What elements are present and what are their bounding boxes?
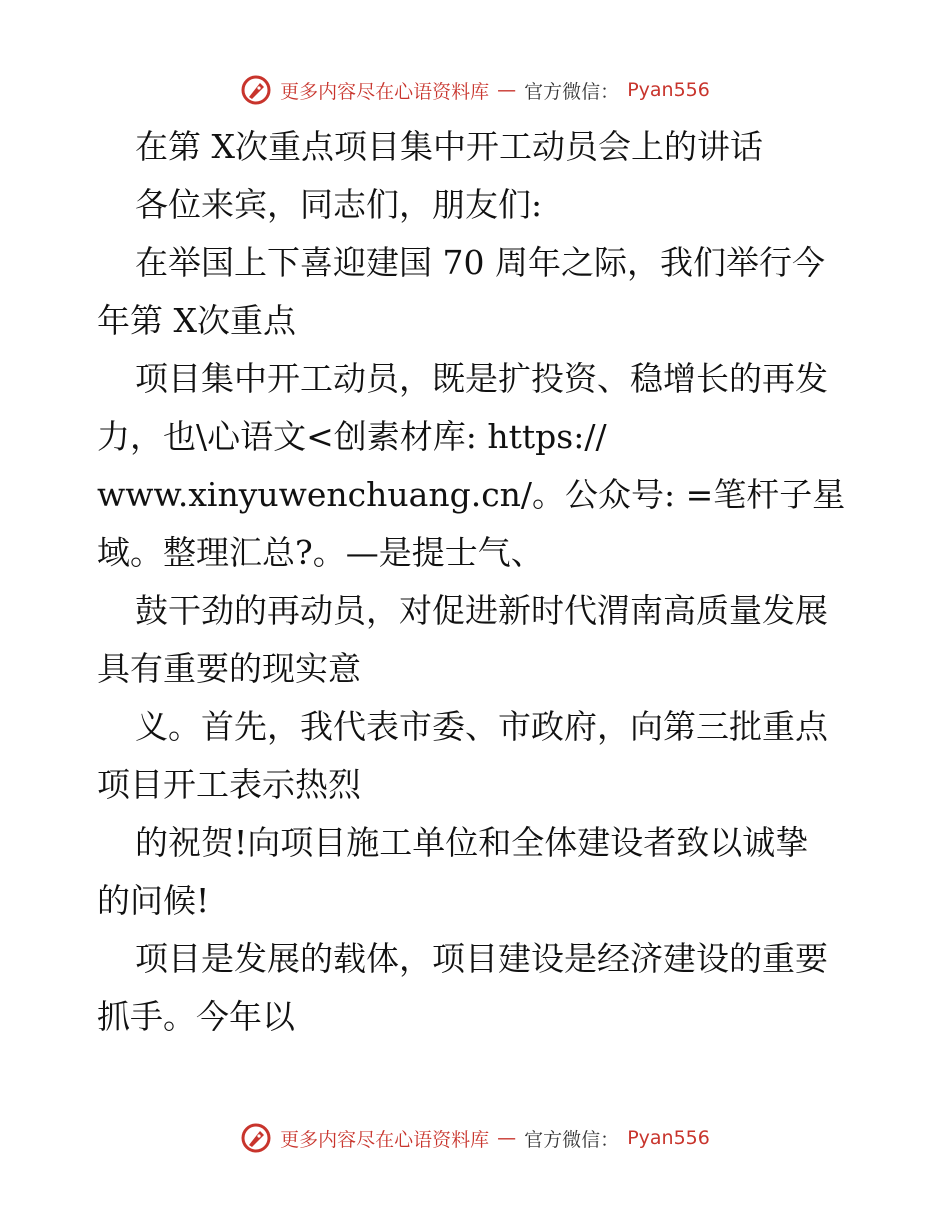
paragraph-line: 项目集中开工动员，既是扩投资、稳增长的再发 <box>135 359 828 398</box>
paragraph-line: 的问候! <box>97 881 210 920</box>
document-title: 在第 X次重点项目集中开工动员会上的讲话 <box>135 127 763 166</box>
paragraph-line: 年第 X次重点 <box>97 301 296 340</box>
pen-nib-logo-icon <box>240 74 272 106</box>
watermark-id: Pyan556 <box>627 79 710 101</box>
salutation-line: 各位来宾，同志们，朋友们: <box>135 185 543 224</box>
paragraph-line: 具有重要的现实意 <box>97 649 361 688</box>
watermark-label: 官方微信： <box>524 80 620 103</box>
paragraph-line: 的祝贺!向项目施工单位和全体建设者致以诚挚 <box>135 823 809 862</box>
paragraph-line: 项目开工表示热烈 <box>97 765 361 804</box>
header-watermark <box>0 70 950 110</box>
paragraph-line: 鼓干劲的再动员，对促进新时代渭南高质量发展 <box>135 591 828 630</box>
footer-watermark <box>0 1118 950 1158</box>
watermark-dash: — <box>497 79 517 101</box>
paragraph-line: 项目是发展的载体，项目建设是经济建设的重要 <box>135 939 828 978</box>
watermark-text: 更多内容尽在心语资料库 <box>280 80 490 103</box>
watermark-id: Pyan556 <box>627 1127 710 1149</box>
paragraph-line: www.xinyuwenchuang.cn/。公众号: =笔杆子星 <box>97 475 846 514</box>
paragraph-line: 抓手。今年以 <box>97 997 295 1036</box>
paragraph-line: 在举国上下喜迎建国 70 周年之际，我们举行今 <box>135 243 825 282</box>
pen-nib-logo-icon <box>240 1122 272 1154</box>
watermark-label: 官方微信： <box>524 1128 620 1151</box>
watermark-dash: — <box>497 1127 517 1149</box>
paragraph-line: 力，也\心语文<创素材库: https:// <box>97 417 607 456</box>
document-body <box>97 118 857 1046</box>
watermark-text: 更多内容尽在心语资料库 <box>280 1128 490 1151</box>
paragraph-line: 域。整理汇总?。—是提士气、 <box>97 533 544 572</box>
paragraph-line: 义。首先，我代表市委、市政府，向第三批重点 <box>135 707 828 746</box>
